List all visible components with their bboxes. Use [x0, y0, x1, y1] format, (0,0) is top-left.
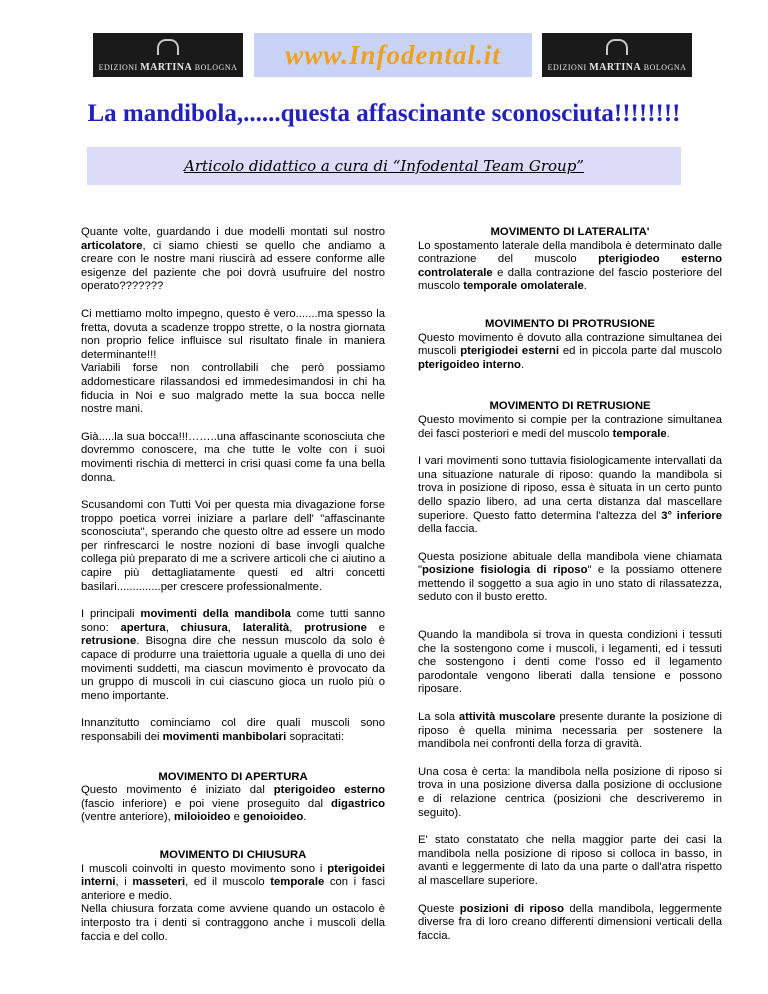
right-column: [418, 226, 722, 957]
paragraph: I muscoli coinvolti in questo movimento sono i pterigoidei interni, i masseteri, ed il muscolo temporale con i fasci anteriore e medio. Nella chiusura forzata come avviene quando un ostacolo è interposto tra i denti si contraggono anche i muscoli della faccia e del collo.: [81, 862, 385, 943]
section-heading: MOVIMENTO DI LATERALITA': [490, 226, 650, 238]
section-protrusione: [418, 318, 722, 372]
martina-logo-icon: [606, 39, 628, 55]
logo-edizioni-martina-right: [542, 33, 692, 77]
paragraph: Queste posizioni di riposo della mandibola, leggermente diverse fra di loro creano differenti dimensioni verticali della faccia.: [418, 902, 722, 942]
section-chiusura: [81, 849, 385, 944]
paragraph: Lo spostamento laterale della mandibola è determinato dalle contrazione del muscolo pterigiodeo esterno controlaterale e dalla contrazione del fascio posteriore del muscolo temporale omolaterale.: [418, 239, 723, 293]
section-heading: MOVIMENTO DI RETRUSIONE: [489, 400, 651, 413]
section-retrusione: [418, 400, 722, 441]
logo-edizioni-martina-left: [93, 33, 243, 77]
paragraph: Questo movimento é iniziato dal pterigoideo esterno (fascio inferiore) e poi viene proseguito dal digastrico (ventre anteriore), miloioideo e genoioideo.: [81, 784, 386, 824]
paragraph: Già.....la sua bocca!!!……..una affascinante sconosciuta che dovremmo conoscere, ma che tutte le volte con i suoi movimenti rischia di metterci in crisi quasi come fa una bella donna.: [81, 430, 385, 484]
section-apertura: [81, 771, 385, 825]
paragraph: Quante volte, guardando i due modelli montati sul nostro articolatore, ci siamo chiesti se quello che andiamo a creare con le nostre mani riuscirà ad essere conforme alle esigenze del paziente che poi dovrà usufruire del nostro operato???????: [81, 226, 385, 293]
paragraph: La sola attività muscolare presente durante la posizione di riposo è quella minima necessaria per sostenere la mandibola nei confronti della forza di gravità.: [418, 711, 722, 751]
section-heading: MOVIMENTO DI CHIUSURA: [159, 848, 307, 861]
article-subtitle: Articolo didattico a cura di “Infodental Team Group”: [87, 147, 681, 185]
paragraph: Una cosa è certa: la mandibola nella posizione di riposo si trova in una posizione diversa dalla posizione di occlusione e di relazione centrica (posizioni che descriveremo in seguito).: [418, 765, 722, 819]
section-heading: MOVIMENTO DI APERTURA: [158, 770, 308, 783]
paragraph: Questo movimento si compie per la contrazione simultanea dei fasci posteriori e medi del muscolo temporale.: [418, 413, 722, 440]
paragraph: I vari movimenti sono tuttavia fisiologicamente intervallati da una situazione naturale di riposo: quando la mandibola si trova in posizione di riposo, essa è situata in un certo punto dello spazio libero, ad una certa distanza dal mascellare superiore. Questo fatto determina l'altezza del 3° inferiore della faccia.: [418, 455, 722, 536]
paragraph: Quando la mandibola si trova in questa condizioni i tessuti che la sostengono come i muscoli, i legamenti, ed i tessuti che sostengono i denti come l'osso ed il legamento parodontale vengono liberati dalla tensione e possono riposare.: [418, 629, 722, 696]
paragraph: Questo movimento è dovuto alla contrazione simultanea dei muscoli pterigiodei esterni ed in piccola parte dal muscolo pterigoideo interno.: [418, 331, 722, 371]
article-title: La mandibola,......questa affascinante sconosciuta!!!!!!!!: [87, 100, 681, 127]
section-heading: MOVIMENTO DI PROTRUSIONE: [485, 317, 655, 330]
paragraph: E' stato constatato che nella maggior parte dei casi la mandibola nella posizione di riposo si colloca in basso, in avanti e leggermente di lato da una parte o dall'atra rispetto al mascellare superiore.: [418, 834, 722, 887]
logo-text: EDIZIONI MARTINA BOLOGNA: [547, 62, 687, 73]
left-column: [81, 226, 385, 958]
section-lateralita: [418, 226, 722, 294]
paragraph: Scusandomi con Tutti Voi per questa mia divagazione forse troppo poetica vorrei iniziare a parlare dell' "affascinante sconosciuta", sperando che questo oltre ad essere un modo per rinfrescarci le nostre nozioni di base invogli qualche collega più preparato di me a scrivere articoli che ci aiutino a capire più dettagliatamente questi ed altri concetti basilari..............per crescere professionalmente.: [81, 499, 385, 593]
logo-text: EDIZIONI MARTINA BOLOGNA: [98, 62, 238, 73]
paragraph: I principali movimenti della mandibola come tutti sanno sono: apertura, chiusura, lateralità, protrusione e retrusione. Bisogna dire che nessun muscolo da solo è capace di produrre una traiettoria uguale a quella di uno dei movimenti suddetti, ma ciascun movimento è provocato da un gruppo di muscoli in cui ciascuno gioca un ruolo più o meno importante.: [81, 608, 386, 702]
paragraph: Questa posizione abituale della mandibola viene chiamata "posizione fisiologia di riposo" e la possiamo ottenere mettendo il soggetto a sua agio in uno stato di rilassatezza, seduto con il busto eretto.: [418, 550, 722, 604]
paragraph: Innanzitutto cominciamo col dire quali muscoli sono responsabili dei movimenti manbibolari sopracitati:: [81, 717, 385, 743]
martina-logo-icon: [157, 39, 179, 55]
site-name-banner: www.Infodental.it: [254, 33, 532, 77]
paragraph: Ci mettiamo molto impegno, questo è vero.......ma spesso la fretta, dovuta a scadenze troppo strette, o la nostra giornata non proprio felice influisce sul risultato finale in maniera determinante!!! Variabili forse non controllabili che però possiamo addomesticare rilassandosi ed immedesimandosi in chi ha fiducia in Noi e suo malgrado mette la sua bocca nelle nostre mani.: [81, 307, 385, 416]
